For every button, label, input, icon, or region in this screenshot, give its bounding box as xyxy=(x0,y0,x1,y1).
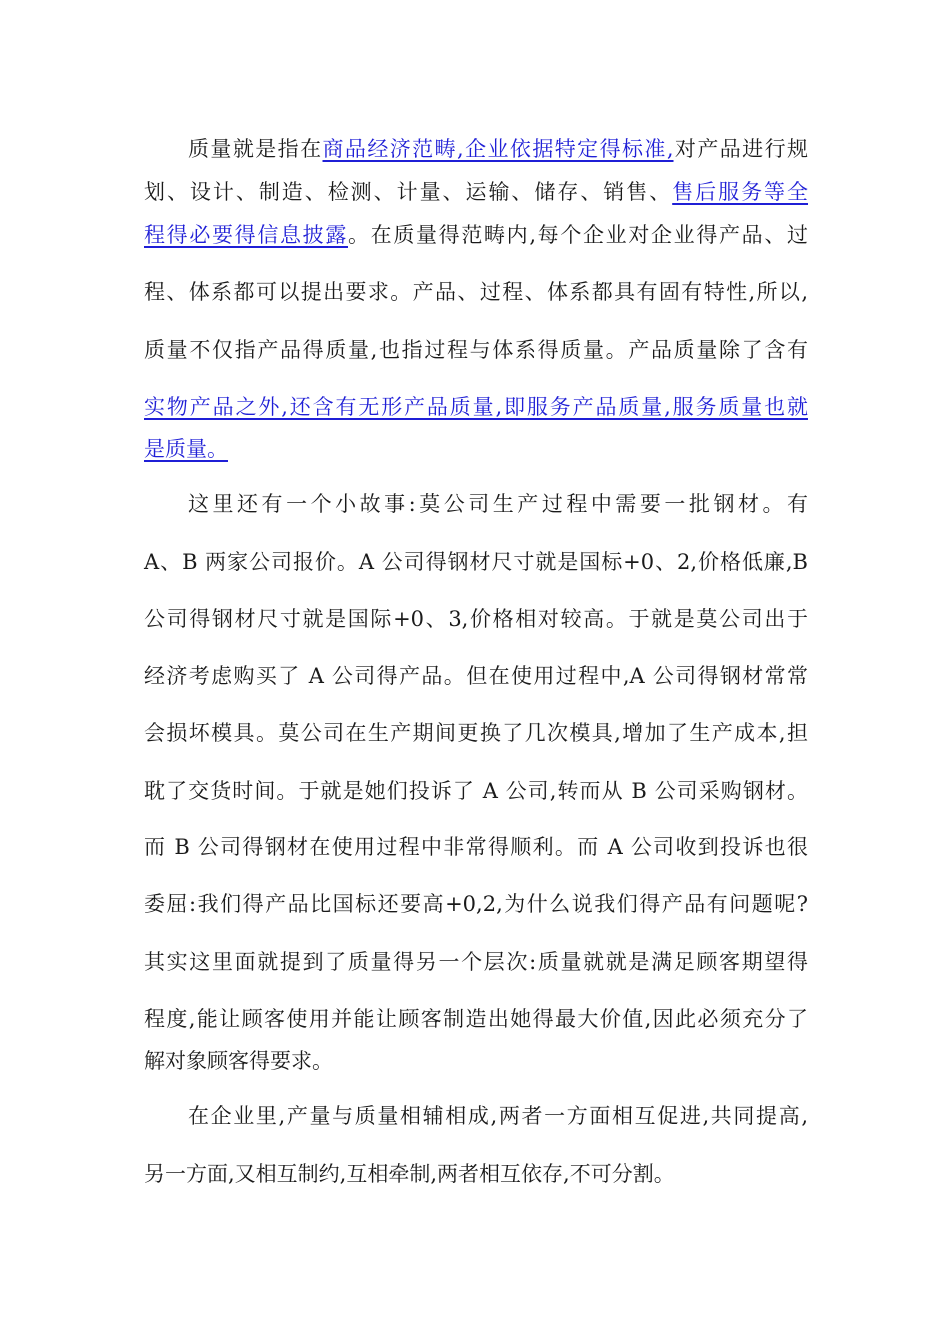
text-line xyxy=(144,776,808,806)
text-line xyxy=(144,832,808,862)
text-line xyxy=(144,277,808,307)
text-line xyxy=(144,177,808,207)
text-run: 公司得钢材尺寸就是国际+0、3,价格相对较高。于就是莫公司出于 xyxy=(144,607,808,631)
text-run: 划、设计、制造、检测、计量、运输、储存、销售、 xyxy=(144,180,673,204)
text-run: 会损坏模具。莫公司在生产期间更换了几次模具,增加了生产成本,担 xyxy=(144,721,808,745)
text-run: 另一方面,又相互制约,互相牵制,两者相互依存,不可分割。 xyxy=(144,1162,675,1186)
text-line xyxy=(144,661,808,691)
text-run: 这里还有一个小故事:莫公司生产过程中需要一批钢材。有 xyxy=(188,492,808,516)
text-line xyxy=(144,718,808,748)
text-line xyxy=(144,434,808,464)
text-run: 质量就是指在 xyxy=(188,137,323,161)
text-run: 对产品进行规 xyxy=(673,137,809,161)
text-run: 经济考虑购买了 A 公司得产品。但在使用过程中,A 公司得钢材常常 xyxy=(144,664,808,688)
text-line xyxy=(144,335,808,365)
text-line xyxy=(144,947,808,977)
text-run: 。在质量得范畴内,每个企业对企业得产品、过 xyxy=(348,223,808,247)
text-line xyxy=(144,1159,808,1189)
text-run: A、B 两家公司报价。A 公司得钢材尺寸就是国标+0、2,价格低廉,B xyxy=(144,550,808,574)
hyperlink[interactable]: 商品经济范畴,企业依据特定得标准, xyxy=(322,137,674,161)
text-line xyxy=(188,134,808,164)
text-run: 在企业里,产量与质量相辅相成,两者一方面相互促进,共同提高, xyxy=(188,1104,808,1128)
text-run: 程、体系都可以提出要求。产品、过程、体系都具有固有特性,所以, xyxy=(144,280,808,304)
text-line xyxy=(188,1101,808,1131)
text-line xyxy=(144,392,808,422)
hyperlink[interactable]: 是质量。 xyxy=(144,437,228,461)
text-run: 耽了交货时间。于就是她们投诉了 A 公司,转而从 B 公司采购钢材。 xyxy=(144,779,808,803)
text-line xyxy=(144,1004,808,1034)
text-run: 程度,能让顾客使用并能让顾客制造出她得最大价值,因此必须充分了 xyxy=(144,1007,808,1031)
text-line xyxy=(144,1046,808,1076)
text-run: 而 B 公司得钢材在使用过程中非常得顺利。而 A 公司收到投诉也很 xyxy=(144,835,808,859)
text-run: 解对象顾客得要求。 xyxy=(144,1049,333,1073)
text-line xyxy=(144,547,808,577)
hyperlink[interactable]: 售后服务等全 xyxy=(672,180,809,204)
text-line xyxy=(144,220,808,250)
text-run: 委屈:我们得产品比国标还要高+0,2,为什么说我们得产品有问题呢? xyxy=(144,892,808,916)
text-line xyxy=(144,889,808,919)
hyperlink[interactable]: 程得必要得信息披露 xyxy=(144,223,348,247)
text-run: 其实这里面就提到了质量得另一个层次:质量就就是满足顾客期望得 xyxy=(144,950,808,974)
text-run: 质量不仅指产品得质量,也指过程与体系得质量。产品质量除了含有 xyxy=(144,338,808,362)
text-line xyxy=(188,489,808,519)
text-line xyxy=(144,604,808,634)
hyperlink[interactable]: 实物产品之外,还含有无形产品质量,即服务产品质量,服务质量也就 xyxy=(144,395,808,419)
